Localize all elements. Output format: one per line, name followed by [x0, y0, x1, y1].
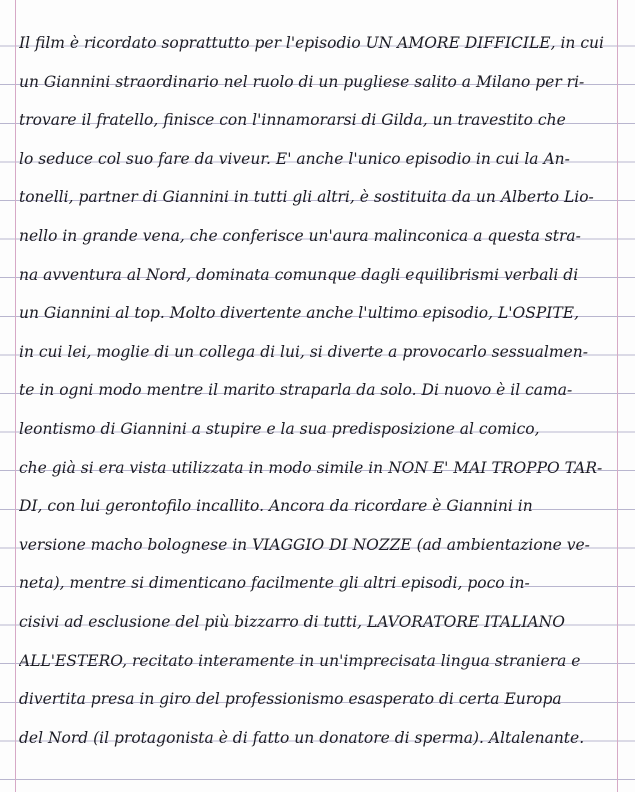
- text-line: na avventura al Nord, dominata comunque dagli equilibrismi verbali di: [19, 265, 579, 284]
- text-line: neta), mentre si dimenticano facilmente gli altri episodi, poco in-: [19, 574, 530, 593]
- text-line: cisivi ad esclusione del più bizzarro di tutti, LAVORATORE ITALIANO: [19, 612, 565, 631]
- text-line: un Giannini al top. Molto divertente anche l'ultimo episodio, L'OSPITE,: [19, 304, 580, 323]
- text-line: del Nord (il protagonista è di fatto un donatore di sperma). Altalenante.: [19, 728, 585, 747]
- handwritten-text: [19, 26, 619, 759]
- text-line: leontismo di Giannini a stupire e la sua predisposizione al comico,: [19, 419, 540, 438]
- text-line: nello in grande vena, che conferisce un'aura malinconica a questa stra-: [19, 226, 581, 245]
- text-line: divertita presa in giro del professionismo esasperato di certa Europa: [19, 690, 562, 709]
- left-margin-line: [15, 0, 16, 792]
- text-line: versione macho bolognese in VIAGGIO DI NOZZE (ad ambientazione ve-: [19, 535, 590, 554]
- text-line: DI, con lui gerontofilo incallito. Ancora da ricordare è Giannini in: [19, 497, 533, 516]
- text-line: Il film è ricordato soprattutto per l'episodio UN AMORE DIFFICILE, in cui: [19, 34, 604, 52]
- text-line: tonelli, partner di Giannini in tutti gli altri, è sostituita da un Alberto Lio-: [19, 188, 594, 207]
- text-line: un Giannini straordinario nel ruolo di un pugliese salito a Milano per ri-: [19, 72, 585, 91]
- text-line: te in ogni modo mentre il marito straparla da solo. Di nuovo è il cama-: [19, 381, 573, 400]
- text-line: ALL'ESTERO, recitato interamente in un'imprecisata lingua straniera e: [19, 651, 581, 670]
- text-line: lo seduce col suo fare da viveur. E' anche l'unico episodio in cui la An-: [19, 149, 570, 168]
- text-line: trovare il fratello, finisce con l'innamorarsi di Gilda, un travestito che: [19, 111, 566, 130]
- text-line: che già si era vista utilizzata in modo simile in NON E' MAI TROPPO TAR-: [19, 458, 603, 477]
- text-line: in cui lei, moglie di un collega di lui, si diverte a provocarlo sessualmen-: [19, 342, 588, 361]
